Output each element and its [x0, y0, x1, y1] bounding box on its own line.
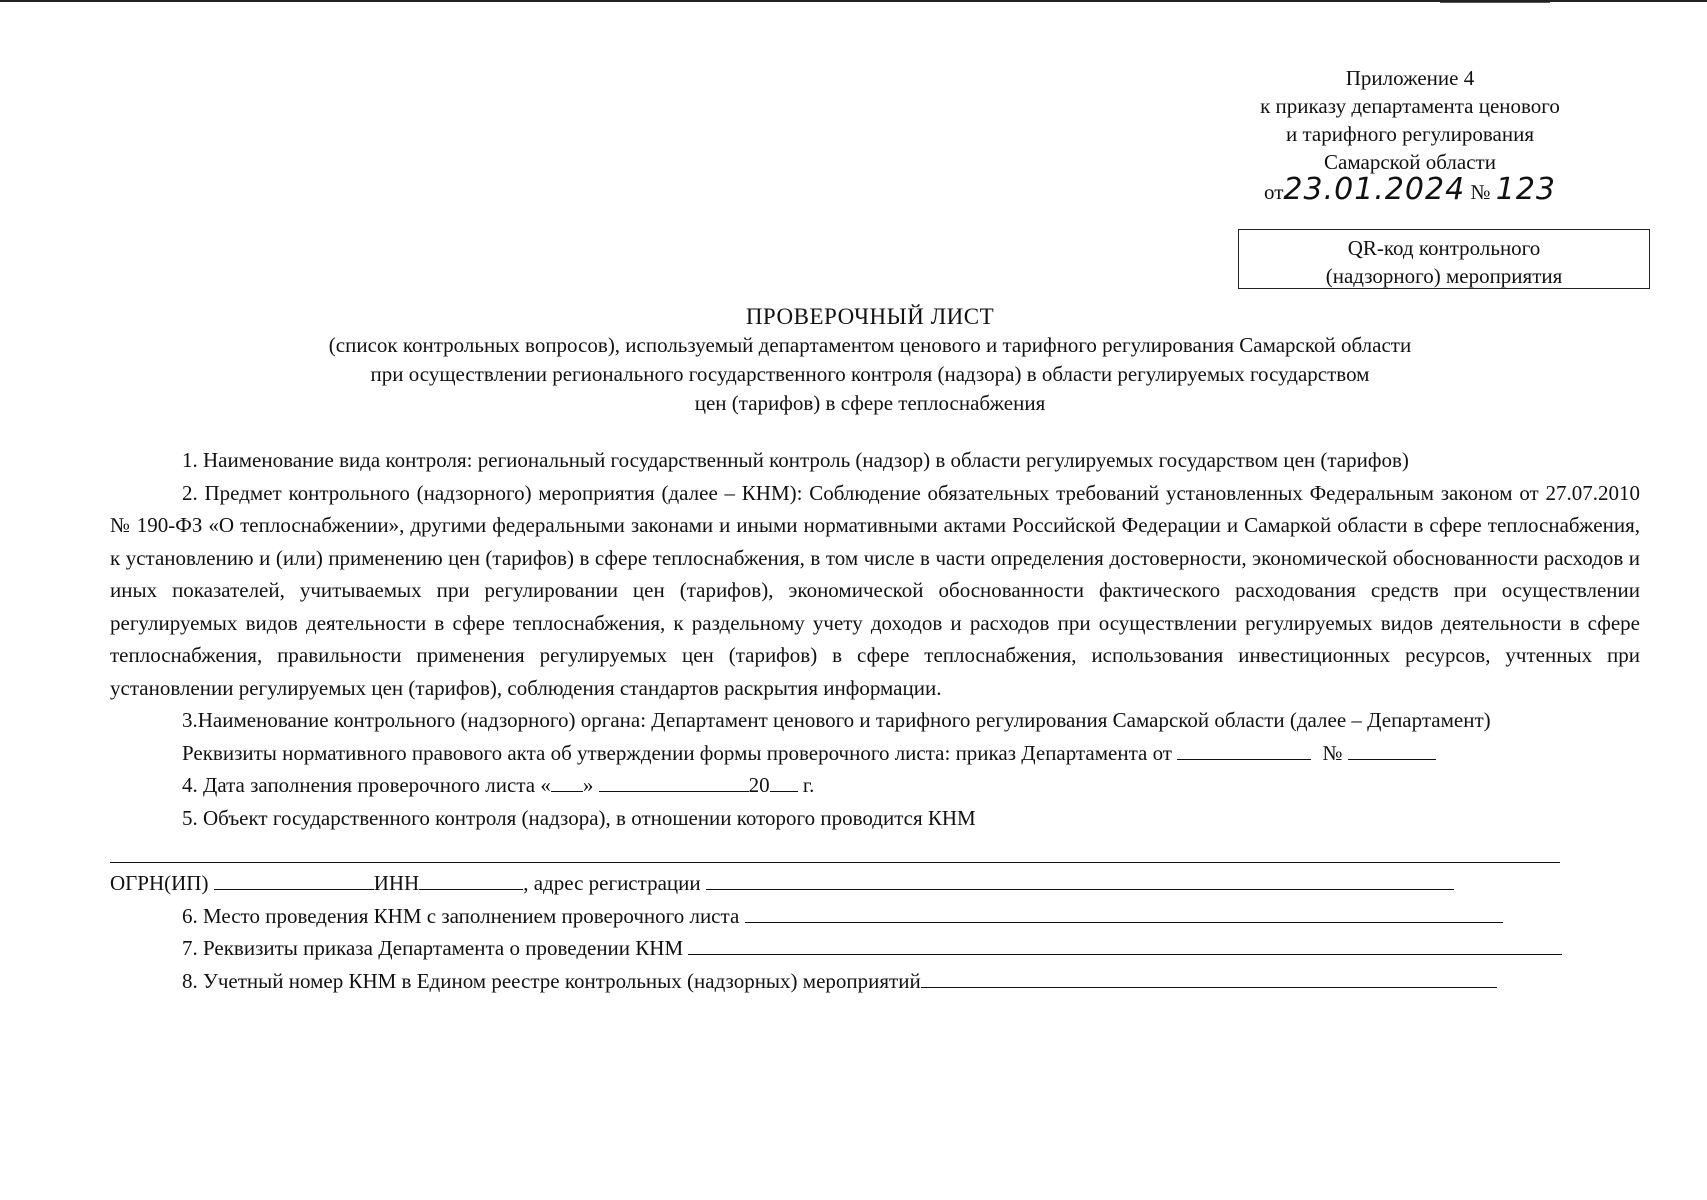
number-label: № [1470, 180, 1491, 204]
item-2: 2. Предмет контрольного (надзорного) мероприятия (далее – КНМ): Соблюдение обязательных требований установленных Федеральным законом от 27.07.2010 № 190-ФЗ «О теплоснабжении», другими федеральными законами и иными нормативными актами Российской Федерации и Самаркой области в сфере теплоснабжения, к установлению и (или) применению цен (тарифов) в сфере теплоснабжения, в том числе в части определения достоверности, экономической обоснованности расходов и иных показателей, учитываемых при регулировании цен (тарифов), экономической обоснованности фактического расходования средств при осуществлении регулируемых видов деятельности в сфере теплоснабжения, к раздельному учету доходов и расходов при осуществлении регулируемых видов деятельности в сфере теплоснабжения, правильности применения регулируемых цен (тарифов) в сфере теплоснабжения, использования инвестиционных ресурсов, учтенных при установлении регулируемых цен (тарифов), соблюдения стандартов раскрытия информации. [110, 480, 1640, 700]
venue-field[interactable] [745, 900, 1503, 923]
appendix-header [1240, 64, 1580, 206]
requisites-date-field[interactable] [1177, 737, 1311, 760]
requisites-number-label: № [1322, 740, 1343, 765]
item-1: 1. Наименование вида контроля: региональный государственный контроль (надзор) в области регулируемых государством цен (тарифов) [182, 448, 1409, 472]
requisites-number-field[interactable] [1348, 737, 1436, 760]
address-label: , адрес регистрации [523, 871, 701, 895]
item-6-label: 6. Место проведения КНМ с заполнением проверочного листа [182, 903, 740, 928]
item-3: 3.Наименование контрольного (надзорного) органа: Департамент ценового и тарифного регулирования Самарской области (далее – Департамент) [182, 708, 1491, 732]
document-body [110, 444, 1640, 997]
item-5: 5. Объект государственного контроля (надзора), в отношении которого проводится КНМ [182, 805, 976, 830]
top-border-rule-fragment [1440, 2, 1550, 3]
appendix-line-3: и тарифного регулирования [1286, 122, 1534, 146]
qr-code-box [1238, 229, 1650, 289]
qr-box-line-2: (надзорного) мероприятия [1325, 264, 1563, 288]
item-4-quote-close: » [582, 773, 594, 797]
title-line-2: (список контрольных вопросов), используемый департаментом ценового и тарифного регулирования Самарской области [328, 333, 1412, 357]
from-label: от [1264, 180, 1284, 204]
item-4-row [110, 769, 1640, 802]
date-year-field[interactable] [770, 769, 798, 792]
control-object-field[interactable] [110, 862, 1560, 863]
item-4-label: 4. Дата заполнения проверочного листа « [182, 773, 551, 797]
date-day-field[interactable] [551, 769, 583, 792]
registry-number-field[interactable] [921, 965, 1497, 988]
handwritten-date: 23.01.2024 [1283, 172, 1466, 207]
item-6-row [110, 900, 1640, 933]
item-8-label: 8. Учетный номер КНМ в Едином реестре контрольных (надзорных) мероприятий [182, 968, 921, 993]
year-suffix: г. [802, 773, 815, 797]
ogrn-field[interactable] [214, 867, 374, 890]
title-main: ПРОВЕРОЧНЫЙ ЛИСТ [745, 304, 995, 329]
item-7-label: 7. Реквизиты приказа Департамента о проведении КНМ [182, 936, 684, 960]
requisites-row [110, 737, 1640, 770]
document-title [120, 302, 1620, 418]
title-line-3: при осуществлении регионального государственного контроля (надзора) в области регулируемых государством [370, 362, 1370, 386]
inn-field[interactable] [419, 867, 523, 890]
inn-label: ИНН [373, 871, 420, 895]
date-month-field[interactable] [599, 769, 749, 792]
requisites-label: Реквизиты нормативного правового акта об утверждении формы проверочного листа: приказ Департамента от [182, 740, 1172, 765]
order-requisites-field[interactable] [688, 932, 1562, 955]
item-7-row [110, 932, 1640, 965]
item-8-row [110, 965, 1640, 998]
title-line-4: цен (тарифов) в сфере теплоснабжения [694, 391, 1046, 415]
appendix-date-line [1240, 172, 1580, 207]
address-field[interactable] [706, 867, 1454, 890]
qr-box-line-1: QR-код контрольного [1347, 236, 1541, 260]
ogrn-row [110, 867, 1640, 900]
handwritten-number: 123 [1495, 172, 1556, 207]
appendix-line-2: к приказу департамента ценового [1260, 94, 1560, 118]
appendix-line-4: Самарской области [1324, 150, 1496, 174]
appendix-line-1: Приложение 4 [1345, 66, 1475, 90]
year-prefix: 20 [748, 773, 770, 797]
ogrn-label: ОГРН(ИП) [110, 871, 209, 895]
